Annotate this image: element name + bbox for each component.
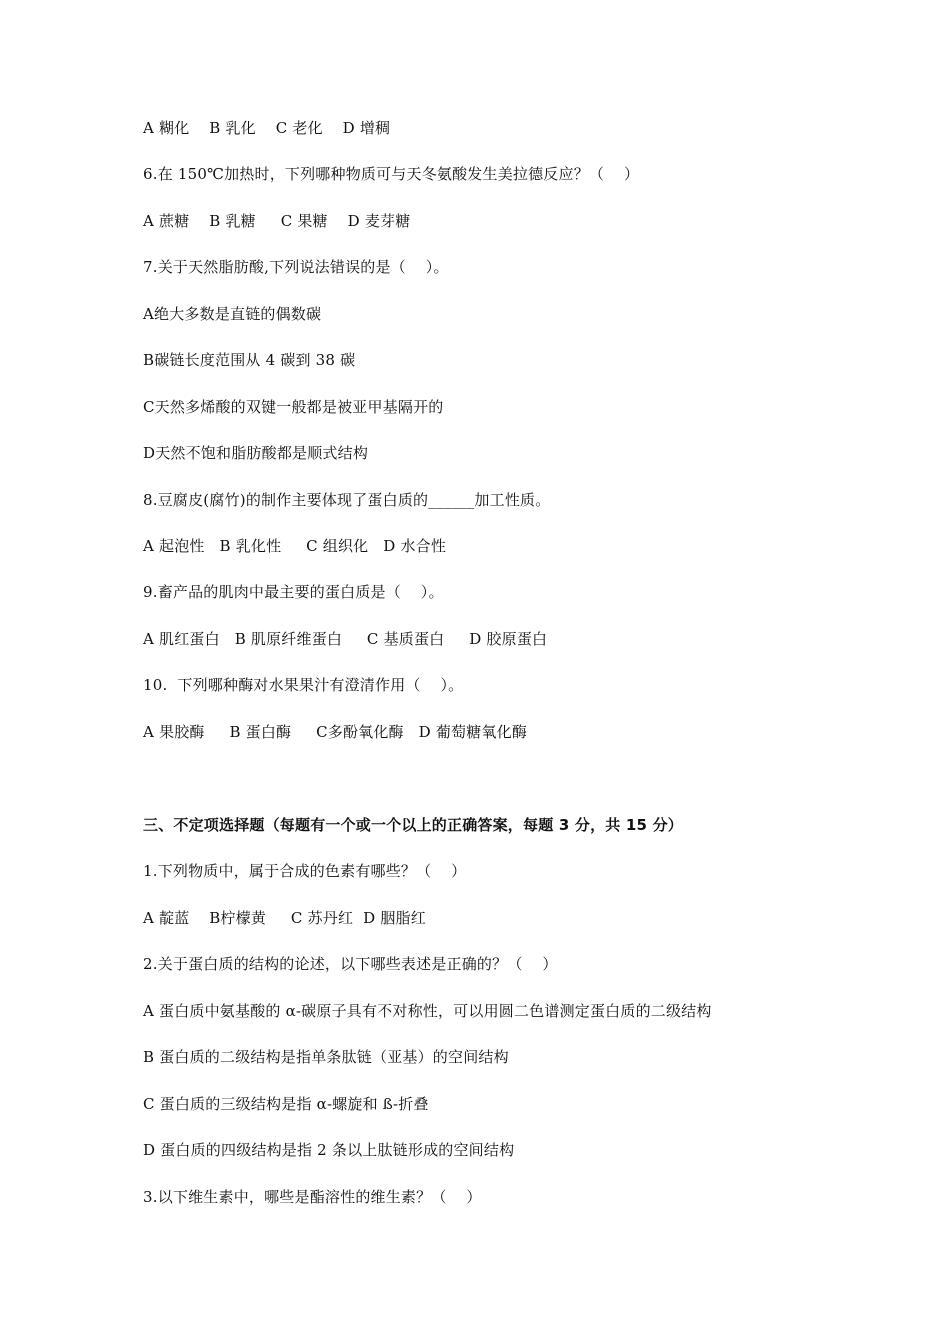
q7-option-a: A绝大多数是直链的偶数碳 [143, 305, 322, 323]
s3-q3-question: 3.以下维生素中，哪些是酯溶性的维生素？（ ） [143, 1188, 482, 1206]
s3-q2-question: 2.关于蛋白质的结构的论述，以下哪些表述是正确的？（ ） [143, 955, 558, 973]
q8-options: A 起泡性 B 乳化性 C 组织化 D 水合性 [143, 537, 447, 555]
q6-question: 6.在 150℃加热时，下列哪种物质可与天冬氨酸发生美拉德反应？（ ） [143, 165, 640, 183]
q9-options: A 肌红蛋白 B 肌原纤维蛋白 C 基质蛋白 D 胶原蛋白 [143, 630, 548, 648]
q9-question: 9.畜产品的肌肉中最主要的蛋白质是（ ）。 [143, 583, 444, 601]
s3-q2-option-b: B 蛋白质的二级结构是指单条肽链（亚基）的空间结构 [143, 1048, 509, 1066]
s3-q1-question: 1.下列物质中，属于合成的色素有哪些？（ ） [143, 862, 467, 880]
q10-question: 10. 下列哪种酶对水果果汁有澄清作用（ ）。 [143, 676, 464, 694]
s3-q2-option-c: C 蛋白质的三级结构是指 α-螺旋和 ß-折叠 [143, 1095, 429, 1113]
q7-question: 7.关于天然脂肪酸,下列说法错误的是（ ）。 [143, 258, 449, 276]
s3-q1-options: A 靛蓝 B柠檬黄 C 苏丹红 D 胭脂红 [143, 909, 426, 927]
q6-options: A 蔗糖 B 乳糖 C 果糖 D 麦芽糖 [143, 212, 411, 230]
q7-option-d: D天然不饱和脂肪酸都是顺式结构 [143, 444, 369, 462]
s3-q2-option-d: D 蛋白质的四级结构是指 2 条以上肽链形成的空间结构 [143, 1141, 515, 1159]
q8-question: 8.豆腐皮(腐竹)的制作主要体现了蛋白质的______加工性质。 [143, 491, 551, 509]
q7-option-b: B碳链长度范围从 4 碳到 38 碳 [143, 351, 356, 369]
section3-heading: 三、不定项选择题（每题有一个或一个以上的正确答案，每题 3 分，共 15 分） [143, 816, 684, 834]
q5-options: A 糊化 B 乳化 C 老化 D 增稠 [143, 119, 391, 137]
s3-q2-option-a: A 蛋白质中氨基酸的 α-碳原子具有不对称性，可以用圆二色谱测定蛋白质的二级结构 [143, 1002, 712, 1020]
q7-option-c: C天然多烯酸的双键一般都是被亚甲基隔开的 [143, 398, 444, 416]
q10-options: A 果胶酶 B 蛋白酶 C多酚氧化酶 D 葡萄糖氧化酶 [143, 723, 528, 741]
